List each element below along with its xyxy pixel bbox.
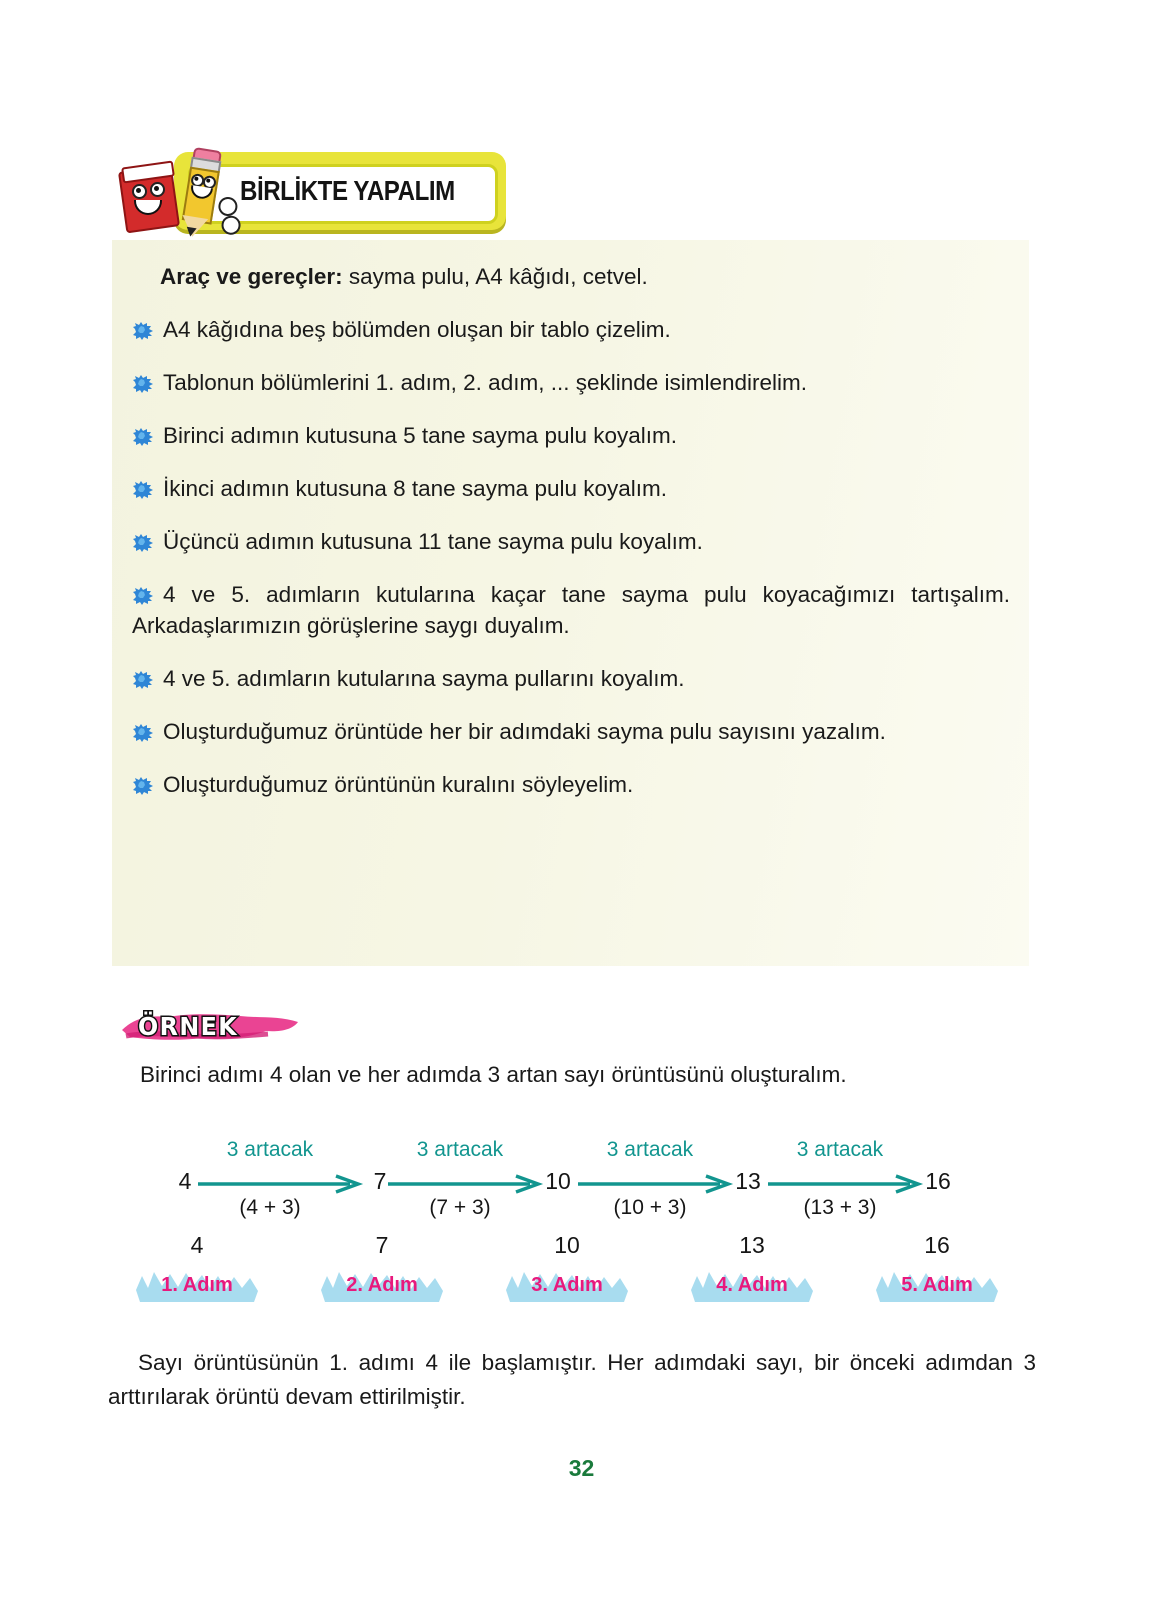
number-pattern-diagram (112, 1112, 1032, 1312)
tools-value: sayma pulu, A4 kâğıdı, cetvel. (342, 264, 648, 289)
step-chip (317, 1264, 447, 1306)
list-item (132, 367, 1010, 398)
step-chip (872, 1264, 1002, 1306)
step-value: 4 (190, 1232, 204, 1258)
splat-bullet-icon (132, 772, 154, 790)
pattern-segment-label: 3 artacak (416, 1138, 504, 1161)
tools-label: Araç ve gereçler: (160, 264, 343, 289)
banner-title: BİRLİKTE YAPALIM (240, 175, 455, 206)
list-item-text: Birinci adımın kutusuna 5 tane sayma pulu koyalım. (163, 423, 678, 448)
pattern-node-value: 7 (373, 1168, 387, 1194)
example-sentence: Birinci adımı 4 olan ve her adımda 3 artan sayı örüntüsünü oluşturalım. (140, 1062, 847, 1087)
pattern-segment-sum: (10 + 3) (613, 1196, 687, 1219)
step-value: 10 (554, 1232, 580, 1258)
closing-paragraph: Sayı örüntüsünün 1. adımı 4 ile başlamıştır. Her adımdaki sayı, bir önceki adımdan 3 arttırılarak örüntü devam ettirilmiştir. (108, 1350, 1036, 1409)
pattern-segment-sum: (7 + 3) (429, 1196, 491, 1219)
list-item (132, 314, 1010, 345)
list-item (132, 769, 1010, 800)
list-item-text: Tablonun bölümlerini 1. adım, 2. adım, ... şeklinde isimlendirelim. (163, 370, 808, 395)
splat-bullet-icon (132, 666, 154, 684)
list-item (132, 526, 1010, 557)
splat-bullet-icon (132, 719, 154, 737)
step-label: 2. Adım (346, 1273, 418, 1296)
step-chip (502, 1264, 632, 1306)
splat-bullet-icon (132, 423, 154, 441)
pattern-node-value: 16 (925, 1168, 951, 1194)
step-label: 3. Adım (531, 1273, 603, 1296)
ornek-badge (120, 1004, 310, 1048)
list-item (132, 420, 1010, 451)
arrow-right-icon (578, 1174, 734, 1194)
arrow-right-icon (198, 1174, 364, 1194)
pattern-segment-sum: (4 + 3) (239, 1196, 301, 1219)
pattern-segment-label: 3 artacak (226, 1138, 314, 1161)
pattern-node-value: 10 (545, 1168, 571, 1194)
arrow-right-icon (388, 1174, 544, 1194)
list-item (132, 663, 1010, 694)
activity-banner (112, 142, 512, 242)
list-item-text: 4 ve 5. adımların kutularına sayma pullarını koyalım. (163, 666, 685, 691)
list-item (132, 716, 1010, 747)
arrow-right-icon (768, 1174, 924, 1194)
list-item-text: A4 kâğıdına beş bölümden oluşan bir tablo çizelim. (163, 317, 671, 342)
step-chip (687, 1264, 817, 1306)
step-label: 5. Adım (901, 1273, 973, 1296)
step-value: 7 (375, 1232, 389, 1258)
splat-bullet-icon (132, 476, 154, 494)
list-item (132, 473, 1010, 504)
pattern-node-value: 4 (178, 1168, 192, 1194)
step-value: 16 (924, 1232, 950, 1258)
step-label: 1. Adım (161, 1273, 233, 1296)
list-item-text: 4 ve 5. adımların kutularına kaçar tane sayma pulu koyacağımızı tartışalım. Arkadaşlarımızın görüşlerine saygı duyalım. (132, 582, 1010, 638)
pattern-segment-label: 3 artacak (796, 1138, 884, 1161)
activity-step-list (132, 314, 1010, 800)
step-label: 4. Adım (716, 1273, 788, 1296)
tools-line (160, 262, 1010, 292)
pattern-segment-label: 3 artacak (606, 1138, 694, 1161)
list-item-text: İkinci adımın kutusuna 8 tane sayma pulu koyalım. (163, 476, 668, 501)
list-item-text: Oluşturduğumuz örüntüde her bir adımdaki sayma pulu sayısını yazalım. (163, 719, 886, 744)
list-item-text: Oluşturduğumuz örüntünün kuralını söyleyelim. (163, 772, 634, 797)
pattern-arrow-row (112, 1130, 1032, 1219)
splat-bullet-icon (132, 370, 154, 388)
step-chip (132, 1264, 262, 1306)
list-item (132, 579, 1010, 641)
splat-bullet-icon (132, 529, 154, 547)
splat-bullet-icon (132, 317, 154, 335)
page-number: 32 (568, 1455, 595, 1481)
pattern-segment-sum: (13 + 3) (803, 1196, 877, 1219)
list-item-text: Üçüncü adımın kutusuna 11 tane sayma pulu koyalım. (163, 529, 703, 554)
pattern-step-row (112, 1232, 1032, 1312)
splat-bullet-icon (132, 582, 154, 600)
step-value: 13 (739, 1232, 765, 1258)
activity-box (112, 240, 1029, 966)
ornek-badge-label: ÖRNEK (138, 1012, 239, 1041)
pattern-node-value: 13 (735, 1168, 761, 1194)
